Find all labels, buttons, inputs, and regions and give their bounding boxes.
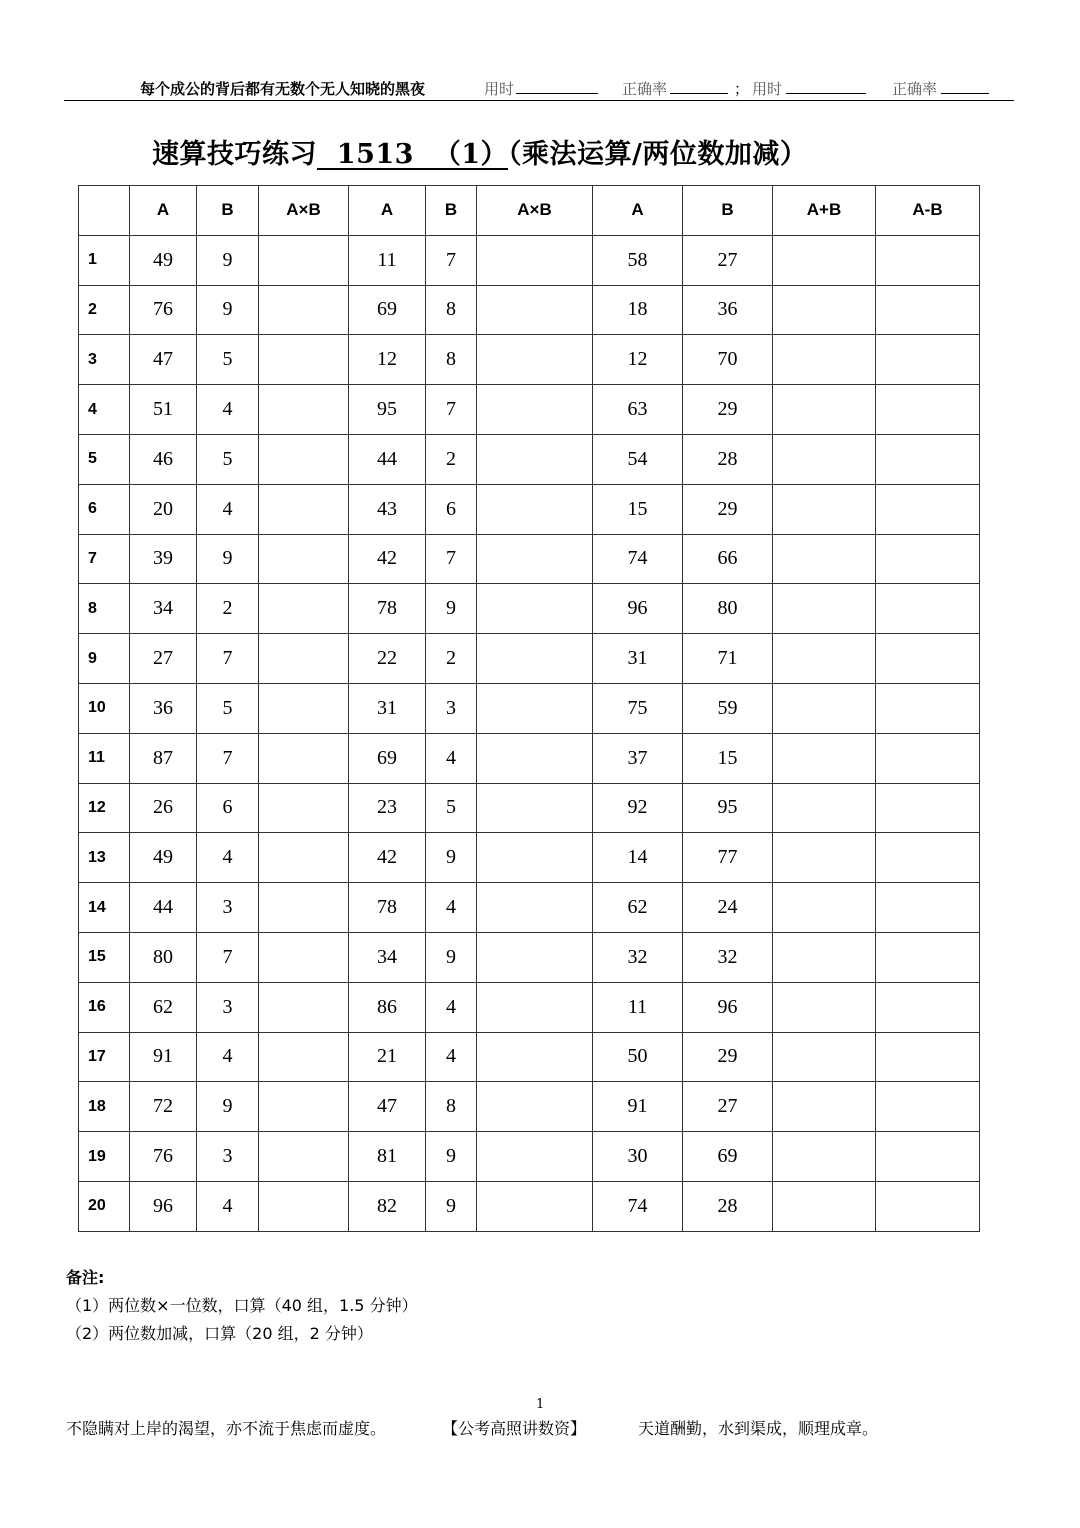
sum-answer[interactable] bbox=[773, 1181, 876, 1231]
table-row bbox=[79, 534, 980, 584]
a2-cell: 81 bbox=[349, 1132, 426, 1182]
row-number: 8 bbox=[79, 584, 130, 634]
a2-cell: 43 bbox=[349, 484, 426, 534]
time-blank-1[interactable] bbox=[516, 79, 598, 94]
b3-cell: 80 bbox=[683, 584, 773, 634]
sum-answer[interactable] bbox=[773, 285, 876, 335]
row-number: 9 bbox=[79, 634, 130, 684]
product2-answer[interactable] bbox=[477, 634, 593, 684]
row-number: 16 bbox=[79, 982, 130, 1032]
row-number: 10 bbox=[79, 683, 130, 733]
b1-cell: 9 bbox=[197, 1082, 259, 1132]
a2-cell: 78 bbox=[349, 584, 426, 634]
sum-answer[interactable] bbox=[773, 235, 876, 285]
b3-cell: 69 bbox=[683, 1132, 773, 1182]
row-number: 2 bbox=[79, 285, 130, 335]
row-number: 18 bbox=[79, 1082, 130, 1132]
a2-cell: 86 bbox=[349, 982, 426, 1032]
b1-cell: 4 bbox=[197, 484, 259, 534]
b2-cell: 9 bbox=[426, 1181, 477, 1231]
a3-cell: 14 bbox=[593, 833, 683, 883]
b1-cell: 3 bbox=[197, 883, 259, 933]
a2-cell: 34 bbox=[349, 932, 426, 982]
a3-cell: 37 bbox=[593, 733, 683, 783]
sum-answer[interactable] bbox=[773, 833, 876, 883]
sum-answer[interactable] bbox=[773, 584, 876, 634]
a3-cell: 12 bbox=[593, 335, 683, 385]
a1-cell: 36 bbox=[130, 683, 197, 733]
notes-title: 备注: bbox=[66, 1268, 105, 1287]
time-label-1-text: 用时 bbox=[484, 80, 515, 98]
b3-cell: 15 bbox=[683, 733, 773, 783]
row-number: 14 bbox=[79, 883, 130, 933]
sum-answer[interactable] bbox=[773, 932, 876, 982]
time-label-1 bbox=[484, 78, 514, 99]
product1-answer[interactable] bbox=[259, 285, 349, 335]
footer-left: 不隐瞒对上岸的渴望，亦不流于焦虑而虚度。 bbox=[66, 1419, 387, 1438]
header-cell-product2: A×B bbox=[477, 186, 593, 236]
a1-cell: 47 bbox=[130, 335, 197, 385]
b2-cell: 2 bbox=[426, 434, 477, 484]
difference-answer[interactable] bbox=[876, 883, 980, 933]
a1-cell: 87 bbox=[130, 733, 197, 783]
b1-cell: 4 bbox=[197, 1032, 259, 1082]
header-cell-sum: A+B bbox=[773, 186, 876, 236]
table-row bbox=[79, 285, 980, 335]
b3-cell: 96 bbox=[683, 982, 773, 1032]
row-number: 4 bbox=[79, 385, 130, 435]
a3-cell: 30 bbox=[593, 1132, 683, 1182]
b1-cell: 9 bbox=[197, 235, 259, 285]
product2-answer[interactable] bbox=[477, 783, 593, 833]
header-motto: 每个成公的背后都有无数个无人知晓的黑夜 bbox=[140, 80, 426, 98]
sum-answer[interactable] bbox=[773, 534, 876, 584]
b2-cell: 8 bbox=[426, 1082, 477, 1132]
difference-answer[interactable] bbox=[876, 634, 980, 684]
product1-answer[interactable] bbox=[259, 1032, 349, 1082]
a3-cell: 15 bbox=[593, 484, 683, 534]
a3-cell: 96 bbox=[593, 584, 683, 634]
a1-cell: 27 bbox=[130, 634, 197, 684]
header-cell-a1: A bbox=[130, 186, 197, 236]
table-row bbox=[79, 335, 980, 385]
table-row bbox=[79, 1082, 980, 1132]
sum-answer[interactable] bbox=[773, 683, 876, 733]
a3-cell: 74 bbox=[593, 534, 683, 584]
product1-answer[interactable] bbox=[259, 1181, 349, 1231]
header-cell-difference: A-B bbox=[876, 186, 980, 236]
page-number: 1 bbox=[536, 1397, 545, 1412]
difference-answer[interactable] bbox=[876, 285, 980, 335]
a3-cell: 18 bbox=[593, 285, 683, 335]
b3-cell: 70 bbox=[683, 335, 773, 385]
header-cell-a2: A bbox=[349, 186, 426, 236]
product2-answer[interactable] bbox=[477, 584, 593, 634]
sum-answer[interactable] bbox=[773, 783, 876, 833]
difference-answer[interactable] bbox=[876, 733, 980, 783]
a1-cell: 39 bbox=[130, 534, 197, 584]
a1-cell: 44 bbox=[130, 883, 197, 933]
title-number: 1513 （1） bbox=[317, 139, 509, 170]
a1-cell: 76 bbox=[130, 1132, 197, 1182]
b3-cell: 28 bbox=[683, 1181, 773, 1231]
b2-cell: 4 bbox=[426, 1032, 477, 1082]
table-row bbox=[79, 982, 980, 1032]
sum-answer[interactable] bbox=[773, 385, 876, 435]
b1-cell: 4 bbox=[197, 833, 259, 883]
sum-answer[interactable] bbox=[773, 733, 876, 783]
difference-answer[interactable] bbox=[876, 1032, 980, 1082]
notes-section bbox=[66, 1264, 418, 1348]
row-number: 13 bbox=[79, 833, 130, 883]
a1-cell: 80 bbox=[130, 932, 197, 982]
a1-cell: 46 bbox=[130, 434, 197, 484]
b3-cell: 66 bbox=[683, 534, 773, 584]
a2-cell: 78 bbox=[349, 883, 426, 933]
header-cell-product1: A×B bbox=[259, 186, 349, 236]
b3-cell: 71 bbox=[683, 634, 773, 684]
table-row bbox=[79, 783, 980, 833]
a1-cell: 76 bbox=[130, 285, 197, 335]
b2-cell: 8 bbox=[426, 335, 477, 385]
a1-cell: 34 bbox=[130, 584, 197, 634]
b2-cell: 7 bbox=[426, 534, 477, 584]
product1-answer[interactable] bbox=[259, 783, 349, 833]
b3-cell: 29 bbox=[683, 484, 773, 534]
b2-cell: 4 bbox=[426, 982, 477, 1032]
a2-cell: 11 bbox=[349, 235, 426, 285]
b2-cell: 9 bbox=[426, 932, 477, 982]
product2-answer[interactable] bbox=[477, 733, 593, 783]
accuracy-label-2: 正确率 bbox=[892, 80, 938, 98]
a1-cell: 62 bbox=[130, 982, 197, 1032]
product1-answer[interactable] bbox=[259, 634, 349, 684]
table-row bbox=[79, 733, 980, 783]
product2-answer[interactable] bbox=[477, 385, 593, 435]
a2-cell: 21 bbox=[349, 1032, 426, 1082]
b1-cell: 7 bbox=[197, 733, 259, 783]
b3-cell: 27 bbox=[683, 1082, 773, 1132]
accuracy-label-1: 正确率 bbox=[622, 80, 668, 98]
table-row bbox=[79, 434, 980, 484]
accuracy-blank-1[interactable] bbox=[670, 79, 728, 94]
header-cell-b2: B bbox=[426, 186, 477, 236]
table-header-row bbox=[79, 186, 980, 236]
b1-cell: 3 bbox=[197, 982, 259, 1032]
a2-cell: 42 bbox=[349, 534, 426, 584]
sum-answer[interactable] bbox=[773, 1032, 876, 1082]
product1-answer[interactable] bbox=[259, 883, 349, 933]
a2-cell: 23 bbox=[349, 783, 426, 833]
difference-answer[interactable] bbox=[876, 584, 980, 634]
table-row bbox=[79, 833, 980, 883]
a3-cell: 91 bbox=[593, 1082, 683, 1132]
difference-answer[interactable] bbox=[876, 534, 980, 584]
difference-answer[interactable] bbox=[876, 683, 980, 733]
a2-cell: 12 bbox=[349, 335, 426, 385]
row-number: 19 bbox=[79, 1132, 130, 1182]
product1-answer[interactable] bbox=[259, 584, 349, 634]
a1-cell: 20 bbox=[130, 484, 197, 534]
header-cell-b1: B bbox=[197, 186, 259, 236]
product1-answer[interactable] bbox=[259, 833, 349, 883]
product1-answer[interactable] bbox=[259, 1082, 349, 1132]
b2-cell: 6 bbox=[426, 484, 477, 534]
time-blank-2[interactable] bbox=[786, 79, 866, 94]
b1-cell: 5 bbox=[197, 335, 259, 385]
a3-cell: 63 bbox=[593, 385, 683, 435]
b1-cell: 7 bbox=[197, 932, 259, 982]
sum-answer[interactable] bbox=[773, 883, 876, 933]
product2-answer[interactable] bbox=[477, 833, 593, 883]
a2-cell: 47 bbox=[349, 1082, 426, 1132]
sum-answer[interactable] bbox=[773, 982, 876, 1032]
product1-answer[interactable] bbox=[259, 683, 349, 733]
page-header bbox=[64, 76, 1014, 101]
a2-cell: 22 bbox=[349, 634, 426, 684]
accuracy-blank-2[interactable] bbox=[941, 79, 989, 94]
b2-cell: 2 bbox=[426, 634, 477, 684]
a2-cell: 69 bbox=[349, 285, 426, 335]
row-number: 20 bbox=[79, 1181, 130, 1231]
sum-answer[interactable] bbox=[773, 634, 876, 684]
b2-cell: 7 bbox=[426, 235, 477, 285]
b1-cell: 4 bbox=[197, 385, 259, 435]
product2-answer[interactable] bbox=[477, 1181, 593, 1231]
b2-cell: 9 bbox=[426, 1132, 477, 1182]
b1-cell: 4 bbox=[197, 1181, 259, 1231]
a2-cell: 69 bbox=[349, 733, 426, 783]
a3-cell: 62 bbox=[593, 883, 683, 933]
row-number: 7 bbox=[79, 534, 130, 584]
a2-cell: 42 bbox=[349, 833, 426, 883]
table-body bbox=[79, 235, 980, 1231]
table-row bbox=[79, 883, 980, 933]
product2-answer[interactable] bbox=[477, 1132, 593, 1182]
a1-cell: 72 bbox=[130, 1082, 197, 1132]
row-number: 15 bbox=[79, 932, 130, 982]
product2-answer[interactable] bbox=[477, 235, 593, 285]
difference-answer[interactable] bbox=[876, 833, 980, 883]
product2-answer[interactable] bbox=[477, 1032, 593, 1082]
difference-answer[interactable] bbox=[876, 235, 980, 285]
a3-cell: 11 bbox=[593, 982, 683, 1032]
product1-answer[interactable] bbox=[259, 982, 349, 1032]
title-prefix: 速算技巧练习 bbox=[152, 139, 317, 170]
table-row bbox=[79, 484, 980, 534]
product2-answer[interactable] bbox=[477, 932, 593, 982]
footer-right: 天道酬勤，水到渠成，顺理成章。 bbox=[638, 1419, 879, 1438]
b3-cell: 27 bbox=[683, 235, 773, 285]
page-title bbox=[152, 132, 807, 171]
notes-line-2: （2）两位数加减，口算（20 组，2 分钟） bbox=[66, 1324, 373, 1343]
table-row bbox=[79, 1132, 980, 1182]
b3-cell: 77 bbox=[683, 833, 773, 883]
a1-cell: 96 bbox=[130, 1181, 197, 1231]
b3-cell: 29 bbox=[683, 385, 773, 435]
b1-cell: 6 bbox=[197, 783, 259, 833]
b3-cell: 32 bbox=[683, 932, 773, 982]
difference-answer[interactable] bbox=[876, 1132, 980, 1182]
row-number: 11 bbox=[79, 733, 130, 783]
b2-cell: 4 bbox=[426, 883, 477, 933]
table-row bbox=[79, 932, 980, 982]
b1-cell: 7 bbox=[197, 634, 259, 684]
difference-answer[interactable] bbox=[876, 385, 980, 435]
b1-cell: 5 bbox=[197, 434, 259, 484]
a2-cell: 44 bbox=[349, 434, 426, 484]
header-cell-a3: A bbox=[593, 186, 683, 236]
difference-answer[interactable] bbox=[876, 783, 980, 833]
b2-cell: 8 bbox=[426, 285, 477, 335]
table-row bbox=[79, 584, 980, 634]
table-row bbox=[79, 1032, 980, 1082]
b1-cell: 5 bbox=[197, 683, 259, 733]
notes-line-1: （1）两位数×一位数，口算（40 组，1.5 分钟） bbox=[66, 1296, 418, 1315]
product1-answer[interactable] bbox=[259, 434, 349, 484]
b2-cell: 9 bbox=[426, 833, 477, 883]
product2-answer[interactable] bbox=[477, 883, 593, 933]
product2-answer[interactable] bbox=[477, 434, 593, 484]
a3-cell: 75 bbox=[593, 683, 683, 733]
a3-cell: 54 bbox=[593, 434, 683, 484]
product1-answer[interactable] bbox=[259, 385, 349, 435]
product2-answer[interactable] bbox=[477, 285, 593, 335]
row-number: 1 bbox=[79, 235, 130, 285]
row-number: 17 bbox=[79, 1032, 130, 1082]
a3-cell: 31 bbox=[593, 634, 683, 684]
b3-cell: 36 bbox=[683, 285, 773, 335]
product2-answer[interactable] bbox=[477, 534, 593, 584]
a1-cell: 49 bbox=[130, 833, 197, 883]
table-row bbox=[79, 235, 980, 285]
row-number: 5 bbox=[79, 434, 130, 484]
a2-cell: 31 bbox=[349, 683, 426, 733]
a3-cell: 58 bbox=[593, 235, 683, 285]
product1-answer[interactable] bbox=[259, 534, 349, 584]
a2-cell: 82 bbox=[349, 1181, 426, 1231]
sum-answer[interactable] bbox=[773, 484, 876, 534]
difference-answer[interactable] bbox=[876, 434, 980, 484]
header-separator: ； bbox=[734, 80, 750, 98]
row-number: 3 bbox=[79, 335, 130, 385]
b1-cell: 9 bbox=[197, 285, 259, 335]
time-label-2: 用时 bbox=[752, 80, 783, 98]
product2-answer[interactable] bbox=[477, 484, 593, 534]
sum-answer[interactable] bbox=[773, 1132, 876, 1182]
product1-answer[interactable] bbox=[259, 1132, 349, 1182]
b2-cell: 9 bbox=[426, 584, 477, 634]
a1-cell: 49 bbox=[130, 235, 197, 285]
b3-cell: 95 bbox=[683, 783, 773, 833]
b1-cell: 2 bbox=[197, 584, 259, 634]
product1-answer[interactable] bbox=[259, 335, 349, 385]
a3-cell: 50 bbox=[593, 1032, 683, 1082]
b3-cell: 28 bbox=[683, 434, 773, 484]
sum-answer[interactable] bbox=[773, 335, 876, 385]
table-row bbox=[79, 683, 980, 733]
sum-answer[interactable] bbox=[773, 434, 876, 484]
product1-answer[interactable] bbox=[259, 235, 349, 285]
b2-cell: 3 bbox=[426, 683, 477, 733]
product2-answer[interactable] bbox=[477, 1082, 593, 1132]
a3-cell: 32 bbox=[593, 932, 683, 982]
row-number: 12 bbox=[79, 783, 130, 833]
footer-center: 【公考高照讲数资】 bbox=[442, 1419, 587, 1438]
difference-answer[interactable] bbox=[876, 484, 980, 534]
b2-cell: 5 bbox=[426, 783, 477, 833]
header-cell-b3: B bbox=[683, 186, 773, 236]
practice-table bbox=[78, 185, 980, 1232]
a2-cell: 95 bbox=[349, 385, 426, 435]
product1-answer[interactable] bbox=[259, 733, 349, 783]
difference-answer[interactable] bbox=[876, 1082, 980, 1132]
difference-answer[interactable] bbox=[876, 932, 980, 982]
difference-answer[interactable] bbox=[876, 982, 980, 1032]
b2-cell: 4 bbox=[426, 733, 477, 783]
a1-cell: 51 bbox=[130, 385, 197, 435]
b3-cell: 24 bbox=[683, 883, 773, 933]
a1-cell: 91 bbox=[130, 1032, 197, 1082]
product2-answer[interactable] bbox=[477, 982, 593, 1032]
b2-cell: 7 bbox=[426, 385, 477, 435]
a1-cell: 26 bbox=[130, 783, 197, 833]
product2-answer[interactable] bbox=[477, 683, 593, 733]
title-suffix: （乘法运算/两位数加减） bbox=[508, 139, 808, 170]
table-row bbox=[79, 1181, 980, 1231]
a3-cell: 92 bbox=[593, 783, 683, 833]
b3-cell: 59 bbox=[683, 683, 773, 733]
difference-answer[interactable] bbox=[876, 1181, 980, 1231]
b1-cell: 3 bbox=[197, 1132, 259, 1182]
sum-answer[interactable] bbox=[773, 1082, 876, 1132]
difference-answer[interactable] bbox=[876, 335, 980, 385]
b3-cell: 29 bbox=[683, 1032, 773, 1082]
product2-answer[interactable] bbox=[477, 335, 593, 385]
table-row bbox=[79, 385, 980, 435]
product1-answer[interactable] bbox=[259, 484, 349, 534]
a3-cell: 74 bbox=[593, 1181, 683, 1231]
header-cell-index bbox=[79, 186, 130, 236]
row-number: 6 bbox=[79, 484, 130, 534]
product1-answer[interactable] bbox=[259, 932, 349, 982]
table-row bbox=[79, 634, 980, 684]
b1-cell: 9 bbox=[197, 534, 259, 584]
